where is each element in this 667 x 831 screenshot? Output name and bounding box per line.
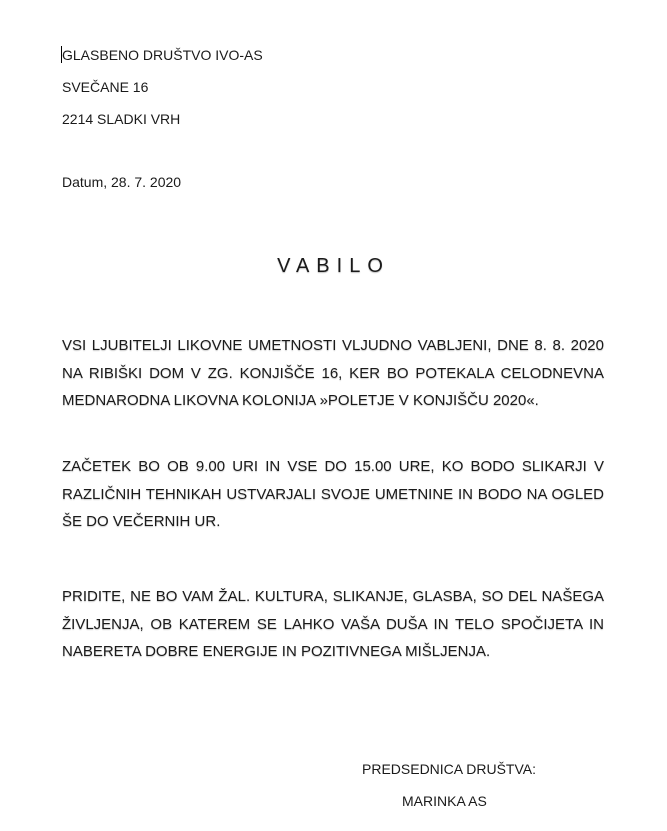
body-paragraph-1: VSI LJUBITELJI LIKOVNE UMETNOSTI VLJUDNO VABLJENI, DNE 8. 8. 2020 NA RIBIŠKI DOM V ZG. KONJIŠČE 16, KER BO POTEKALA CELODNEVNA MEDNARODNA LIKOVNA KOLONIJA »POLETJE V KONJIŠČU 2020«. xyxy=(62,337,604,409)
sender-name: GLASBENO DRUŠTVO IVO-AS xyxy=(62,47,263,63)
sender-street: SVEČANE 16 xyxy=(62,79,149,95)
document-title: VABILO xyxy=(277,255,390,277)
sender-city: 2214 SLADKI VRH xyxy=(62,111,181,127)
document-date: Datum, 28. 7. 2020 xyxy=(62,174,182,190)
signature-role: PREDSEDNICA DRUŠTVA: xyxy=(362,761,536,777)
signature-name: MARINKA AS xyxy=(402,793,487,809)
body-paragraph-2: ZAČETEK BO OB 9.00 URI IN VSE DO 15.00 URE, KO BODO SLIKARJI V RAZLIČNIH TEHNIKAH USTVARJALI SVOJE UMETNINE IN BODO NA OGLED ŠE DO VEČERNIH UR. xyxy=(62,458,604,530)
body-paragraph-3: PRIDITE, NE BO VAM ŽAL. KULTURA, SLIKANJE, GLASBA, SO DEL NAŠEGA ŽIVLJENJA, OB KATEREM SE LAHKO VAŠA DUŠA IN TELO SPOČIJETA IN NABERETA DOBRE ENERGIJE IN POZITIVNEGA MIŠLJENJA. xyxy=(62,588,604,660)
